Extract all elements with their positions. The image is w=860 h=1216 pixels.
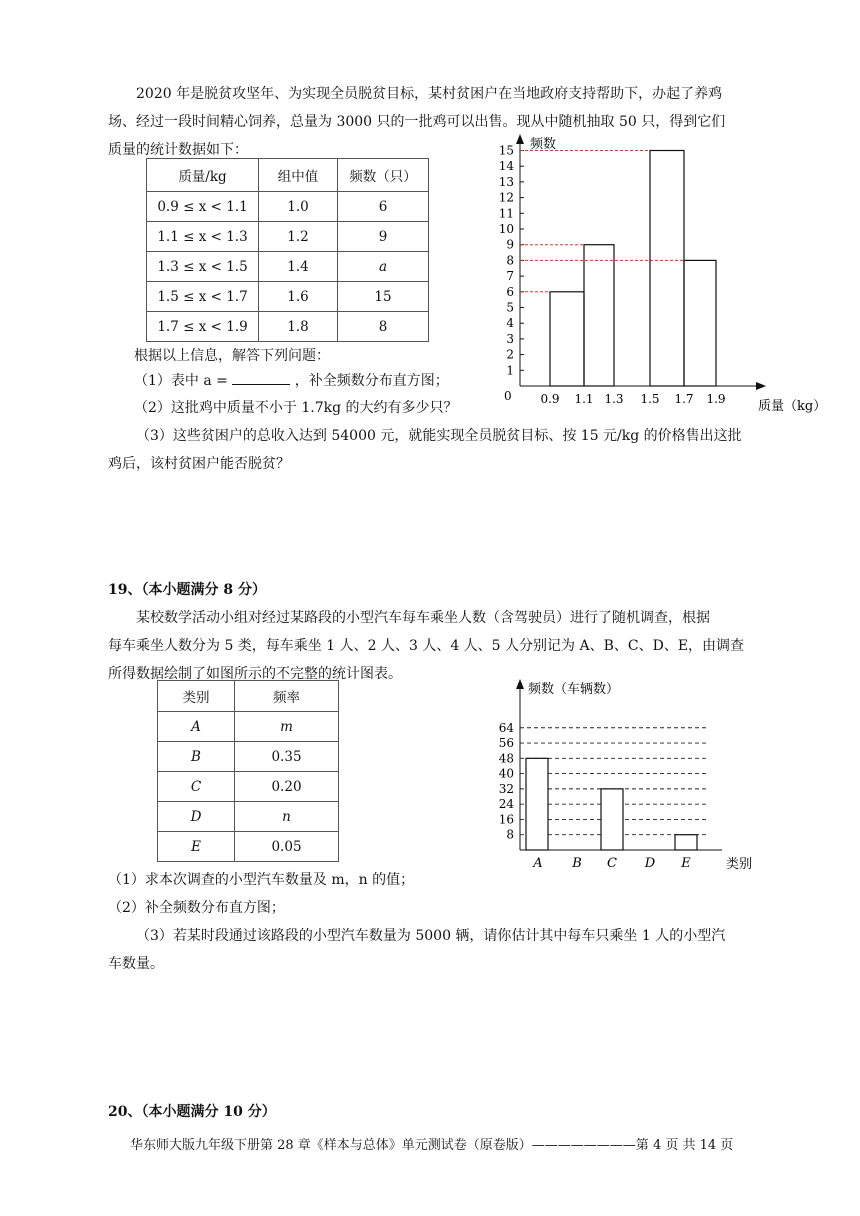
table-cell: 15 bbox=[338, 282, 429, 312]
y-axis-label: 频数（车辆数） bbox=[528, 682, 620, 697]
histogram-bar bbox=[550, 292, 584, 386]
y-axis-arrow-icon bbox=[516, 679, 524, 689]
table-row bbox=[147, 282, 429, 312]
table-row bbox=[147, 222, 429, 252]
q18-part3-line1: （3）这些贫困户的总收入达到 54000 元，就能实现全员脱贫目标、按 15 元/kg 的价格售出这批 bbox=[136, 428, 742, 444]
x-tick-label: 1.1 bbox=[574, 392, 594, 406]
table-cell: C bbox=[158, 772, 235, 802]
q18-intro-line3: 质量的统计数据如下： bbox=[108, 142, 248, 158]
y-tick-label: 64 bbox=[498, 720, 514, 735]
y-tick-label: 10 bbox=[498, 222, 514, 236]
table-cell: 0.05 bbox=[235, 832, 339, 862]
table-cell: a bbox=[338, 252, 429, 282]
origin-label: 0 bbox=[504, 389, 512, 403]
y-tick-label: 4 bbox=[506, 316, 514, 331]
chart-bar bbox=[675, 835, 697, 850]
q19-bar-chart bbox=[460, 672, 780, 877]
chart-bar bbox=[526, 758, 548, 850]
table-cell: 8 bbox=[338, 312, 429, 342]
y-tick-label: 7 bbox=[506, 269, 514, 284]
histogram-bar bbox=[650, 151, 684, 387]
y-axis-arrow-icon bbox=[516, 134, 524, 144]
q18-part1 bbox=[134, 367, 504, 395]
y-tick-label: 56 bbox=[498, 736, 514, 751]
table-cell: 0.9 ≤ x < 1.1 bbox=[147, 192, 259, 222]
q19-intro-line2: 每车乘坐人数分为 5 类，每车乘坐 1 人、2 人、3 人、4 人、5 人分别记为 A、B、C、D、E，由调查 bbox=[108, 638, 745, 654]
y-tick-label: 5 bbox=[506, 300, 514, 315]
x-tick-label: 1.3 bbox=[604, 392, 624, 406]
y-axis-label: 频数 bbox=[530, 137, 557, 152]
y-tick-label: 40 bbox=[498, 766, 514, 781]
x-tick-label: A bbox=[533, 856, 543, 871]
q18-lead: 根据以上信息，解答下列问题： bbox=[134, 348, 330, 364]
x-axis-label: 类别 bbox=[726, 857, 753, 872]
q18-intro-line2: 场、经过一段时间精心饲养，总量为 3000 只的一批鸡可以出售。现从中随机抽取 50 只，得到它们 bbox=[108, 114, 726, 130]
y-tick-label: 11 bbox=[498, 206, 514, 221]
y-tick-label: 12 bbox=[498, 190, 514, 205]
q19-part3-line1: （3）若某时段通过该路段的小型汽车数量为 5000 辆，请你估计其中每车只乘坐 1 人的小型汽 bbox=[136, 928, 726, 944]
histogram-bar bbox=[684, 260, 716, 386]
q18-histogram bbox=[480, 130, 840, 415]
x-axis-arrow-icon bbox=[756, 382, 766, 390]
table-cell: 1.7 ≤ x < 1.9 bbox=[147, 312, 259, 342]
q18-header-mass: 质量/kg bbox=[147, 159, 259, 192]
x-axis-label: 质量（kg） bbox=[758, 399, 827, 414]
y-tick-label: 3 bbox=[506, 331, 514, 346]
q18-part1-text: （1）表中 a = bbox=[134, 373, 228, 389]
histogram-bar bbox=[584, 245, 614, 386]
x-tick-label: 1.5 bbox=[640, 392, 660, 406]
table-row bbox=[147, 312, 429, 342]
x-tick-label: D bbox=[644, 856, 656, 871]
table-cell: 1.3 ≤ x < 1.5 bbox=[147, 252, 259, 282]
y-tick-label: 15 bbox=[498, 143, 514, 158]
table-cell: 1.4 bbox=[259, 252, 338, 282]
x-tick-label: 0.9 bbox=[540, 392, 560, 406]
table-row bbox=[158, 772, 339, 802]
q19-header-frequency: 频率 bbox=[235, 681, 339, 712]
table-row bbox=[158, 832, 339, 862]
answer-blank bbox=[232, 370, 290, 385]
q18-header-midvalue: 组中值 bbox=[259, 159, 338, 192]
table-cell: 1.6 bbox=[259, 282, 338, 312]
q19-frequency-table bbox=[157, 680, 339, 862]
table-cell: D bbox=[158, 802, 235, 832]
table-cell: m bbox=[235, 712, 339, 742]
table-cell: n bbox=[235, 802, 339, 832]
x-tick-label: 1.7 bbox=[674, 392, 694, 406]
q19-part1: （1）求本次调查的小型汽车数量及 m，n 的值； bbox=[108, 872, 415, 888]
table-cell: B bbox=[158, 742, 235, 772]
page-footer: 华东师大版九年级下册第 28 章《样本与总体》单元测试卷（原卷版）————————第 4 页 共 14 页 bbox=[130, 1138, 734, 1153]
table-cell: 0.20 bbox=[235, 772, 339, 802]
table-cell: 9 bbox=[338, 222, 429, 252]
table-cell: 1.5 ≤ x < 1.7 bbox=[147, 282, 259, 312]
table-row bbox=[147, 192, 429, 222]
q19-heading: 19、（本小题满分 8 分） bbox=[108, 582, 266, 598]
y-tick-label: 32 bbox=[498, 781, 514, 796]
y-tick-label: 48 bbox=[498, 751, 514, 766]
q18-part1-text-after: ，补全频数分布直方图； bbox=[294, 373, 449, 389]
x-tick-label: C bbox=[607, 856, 617, 871]
y-tick-label: 14 bbox=[498, 159, 514, 174]
q18-part2: （2）这批鸡中质量不小于 1.7kg 的大约有多少只？ bbox=[134, 400, 458, 416]
q19-header-category: 类别 bbox=[158, 681, 235, 712]
table-cell: 1.2 bbox=[259, 222, 338, 252]
table-cell: E bbox=[158, 832, 235, 862]
y-tick-label: 8 bbox=[506, 253, 514, 268]
q19-part3-line2: 车数量。 bbox=[108, 956, 164, 972]
y-tick-label: 9 bbox=[506, 237, 514, 252]
table-cell: 6 bbox=[338, 192, 429, 222]
chart-bar bbox=[601, 789, 623, 850]
q19-intro-line1: 某校数学活动小组对经过某路段的小型汽车每车乘坐人数（含驾驶员）进行了随机调查，根据 bbox=[136, 610, 710, 626]
table-row bbox=[158, 712, 339, 742]
q18-frequency-table bbox=[146, 158, 429, 342]
q20-heading: 20、（本小题满分 10 分） bbox=[108, 1104, 276, 1120]
q18-header-count: 频数（只） bbox=[338, 159, 429, 192]
table-cell: 1.8 bbox=[259, 312, 338, 342]
y-tick-label: 24 bbox=[498, 797, 514, 812]
x-tick-label: E bbox=[681, 856, 691, 871]
table-row bbox=[158, 802, 339, 832]
q18-part3-line2: 鸡后，该村贫困户能否脱贫？ bbox=[108, 456, 290, 472]
y-tick-label: 2 bbox=[506, 347, 514, 362]
table-cell: A bbox=[158, 712, 235, 742]
table-cell: 1.1 ≤ x < 1.3 bbox=[147, 222, 259, 252]
y-tick-label: 6 bbox=[506, 284, 514, 299]
y-tick-label: 13 bbox=[498, 174, 514, 189]
y-tick-label: 1 bbox=[506, 363, 514, 378]
y-tick-label: 8 bbox=[506, 827, 514, 842]
q19-part2: （2）补全频数分布直方图； bbox=[108, 900, 285, 916]
q18-intro-line1: 2020 年是脱贫攻坚年、为实现全员脱贫目标，某村贫困户在当地政府支持帮助下，办起了养鸡 bbox=[136, 86, 723, 102]
q19-intro-line3: 所得数据绘制了如图所示的不完整的统计图表。 bbox=[108, 666, 402, 682]
x-tick-label: B bbox=[572, 856, 582, 871]
y-tick-label: 16 bbox=[498, 812, 514, 827]
table-cell: 0.35 bbox=[235, 742, 339, 772]
table-row bbox=[158, 742, 339, 772]
table-row bbox=[147, 252, 429, 282]
x-tick-label: 1.9 bbox=[706, 392, 726, 406]
table-cell: 1.0 bbox=[259, 192, 338, 222]
